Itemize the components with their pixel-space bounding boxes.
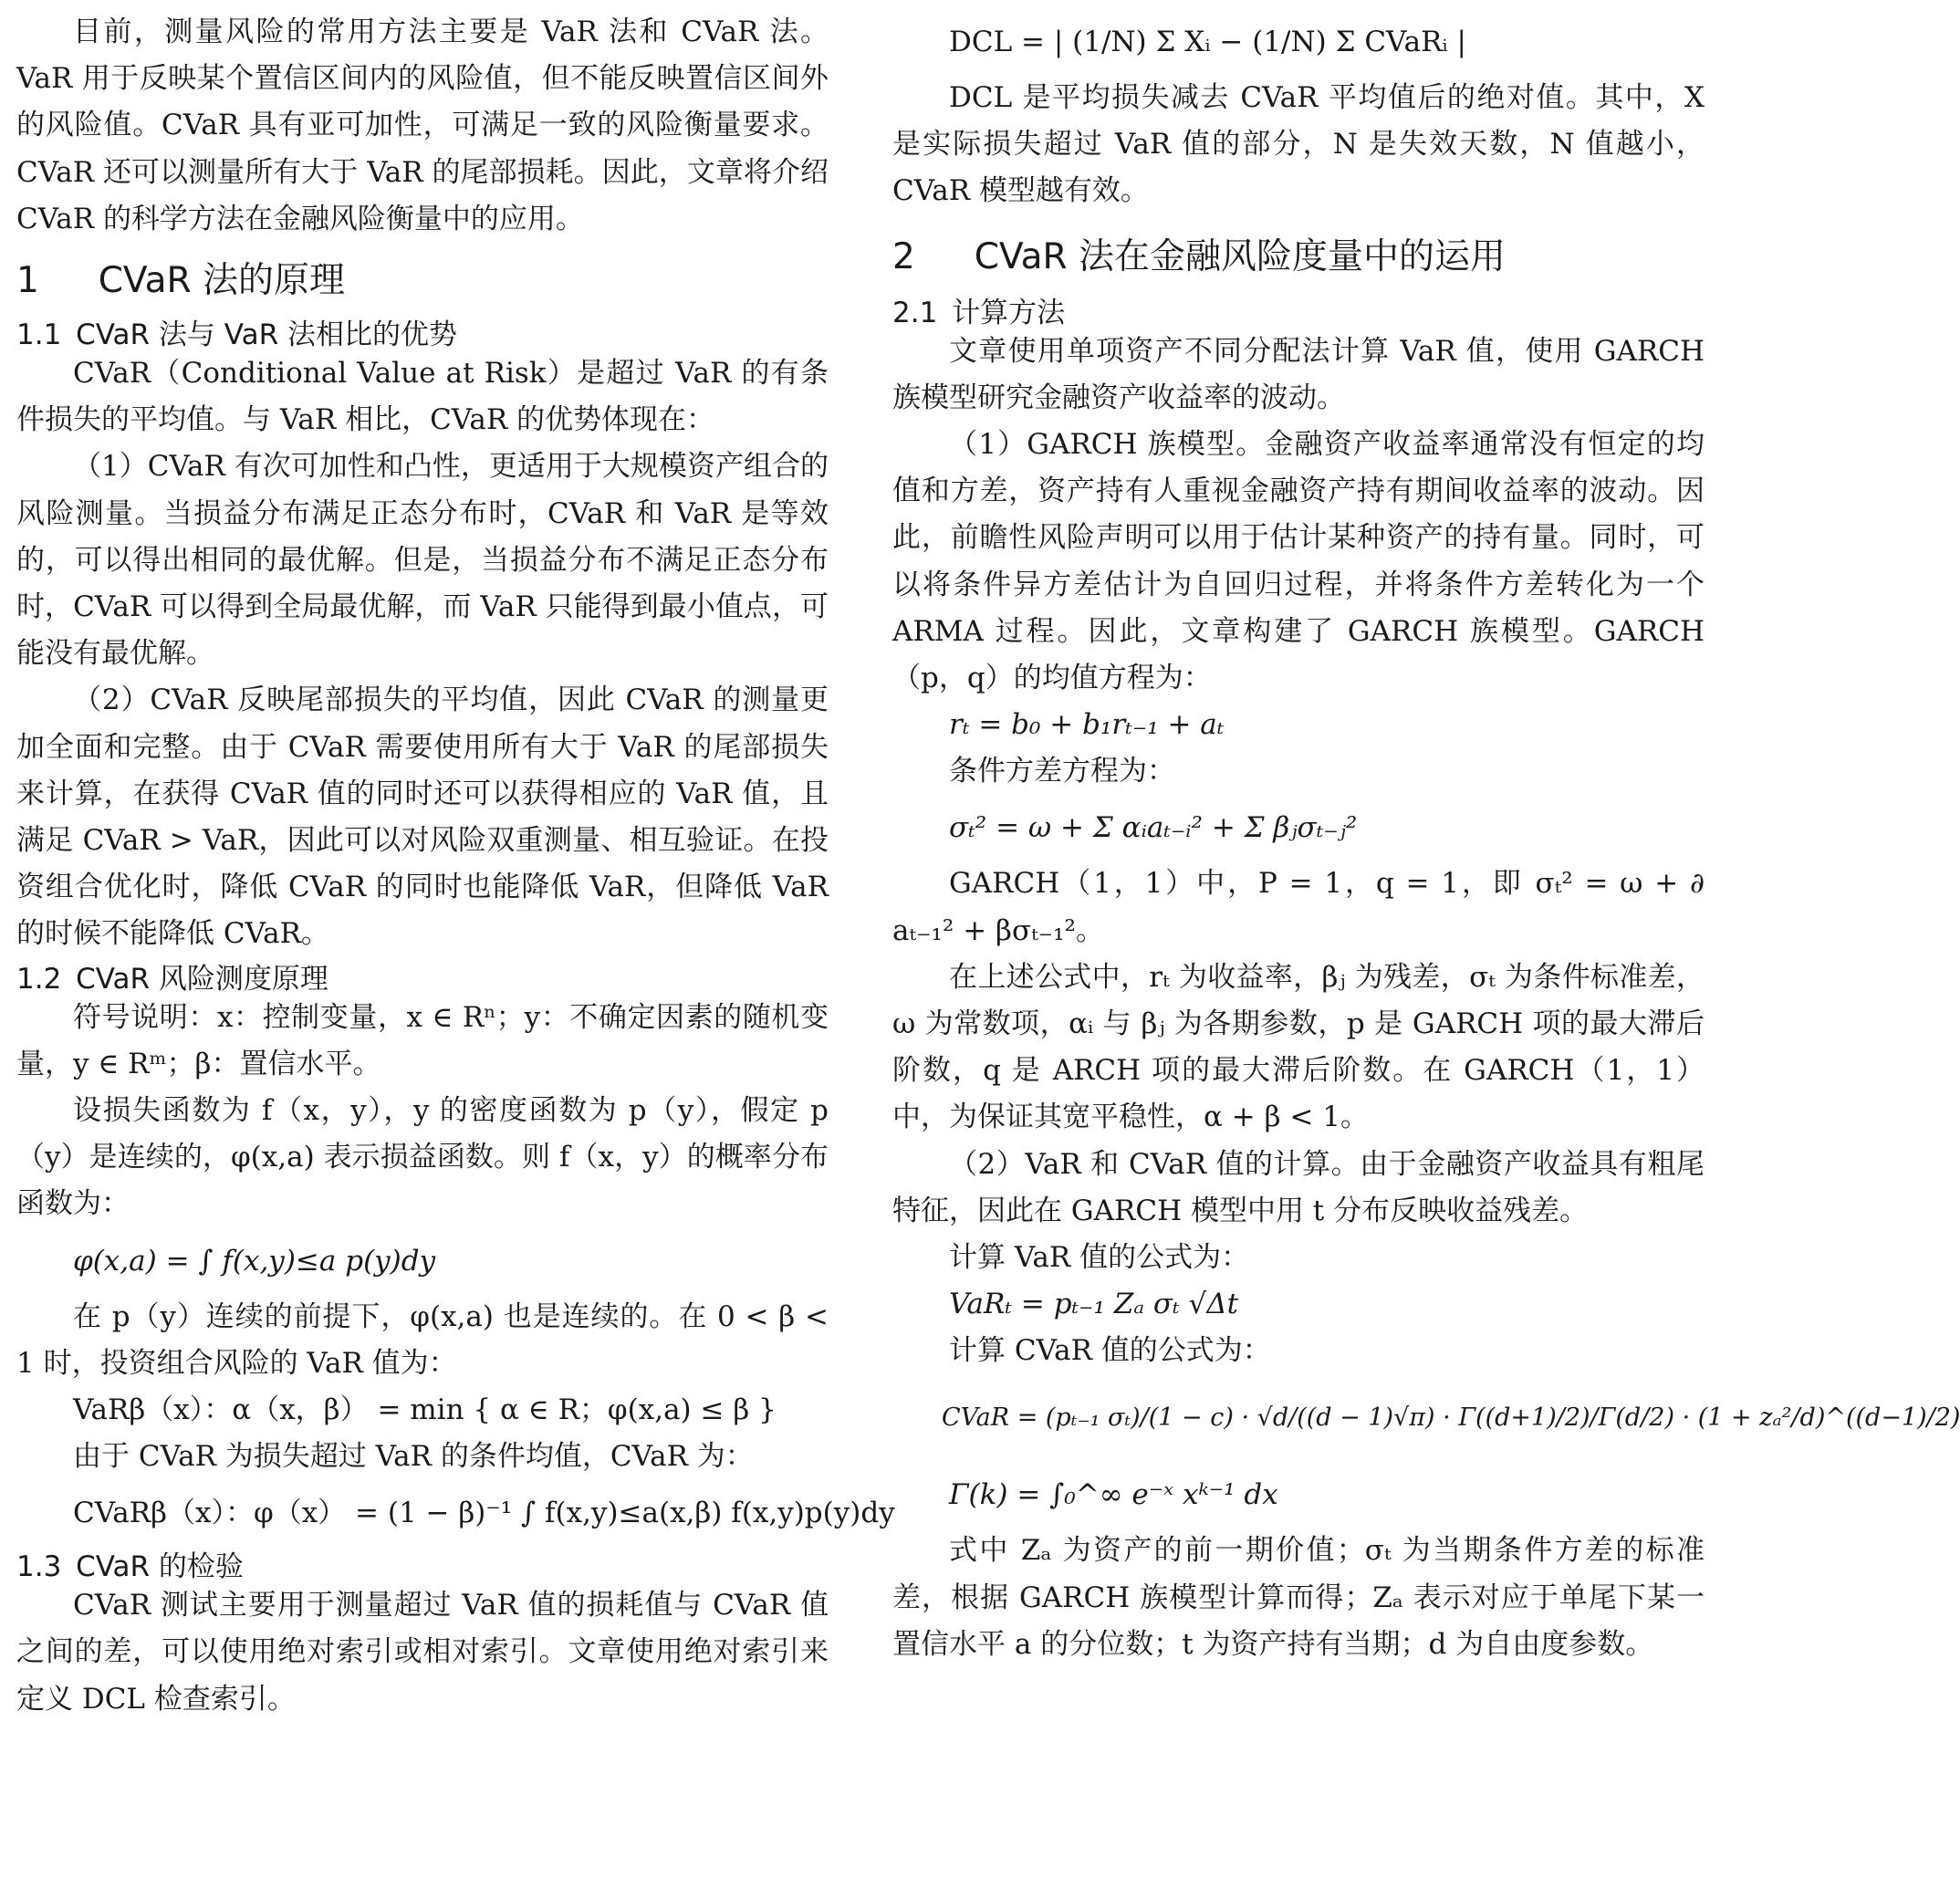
paragraph-1-1-b: （1）CVaR 有次可加性和凸性，更适用于大规模资产组合的风险测量。当损益分布满足正态分布时，CVaR 和 VaR 是等效的，可以得出相同的最优解。但是，当损益分布不满足正态分布时，CVaR 可以得到全局最优解，而 VaR 只能得到最小值点，可能没有最优解。 [16, 450, 829, 671]
formula-phi-text: φ(x,a) = ∫ f(x,y)≤a p(y)dy [73, 1244, 436, 1278]
paragraph-2-1-i: 式中 Zₐ 为资产的前一期价值；σₜ 为当期条件方差的标准差，根据 GARCH 族模型计算而得；Zₐ 表示对应于单尾下某一置信水平 a 的分位数；t 为资产持有当期；d 为自由度参数。 [892, 1534, 1705, 1661]
left-column [16, 0, 895, 1723]
formula-dcl [892, 9, 1705, 75]
subsection-1-1-number: 1.1 [16, 318, 62, 352]
formula-variance [892, 795, 1705, 861]
subsection-1-3-number: 1.3 [16, 1550, 62, 1584]
section-2-heading [892, 235, 1705, 277]
formula-gamma [892, 1462, 1705, 1528]
formula-cvar-text: CVaR = (pₜ₋₁ σₜ)/(1 − c) · √d/((d − 1)√π) · Γ((d+1)/2)/Γ(d/2) · (1 + zₐ²/d)^((d−1)/2) [942, 1403, 1960, 1433]
paragraph-1-2-b: 设损失函数为 f（x，y），y 的密度函数为 p（y），假定 p（y）是连续的，φ(x,a) 表示损益函数。则 f（x，y）的概率分布函数为： [16, 1094, 829, 1221]
subsection-2-1-heading [892, 297, 1705, 329]
subsection-2-1-title: 计算方法 [952, 296, 1066, 329]
paragraph-2-1-g: 计算 VaR 值的公式为： [949, 1241, 1250, 1275]
paragraph-2-1-h: 计算 CVaR 值的公式为： [949, 1334, 1271, 1368]
paragraph-2-1-e: 在上述公式中，rₜ 为收益率，βⱼ 为残差，σₜ 为条件标准差，ω 为常数项，αᵢ 与 βⱼ 为各期参数，p 是 GARCH 项的最大滞后阶数，q 是 ARCH 项的最大滞后阶数。在 GARCH（1，1）中，为保证其宽平稳性，α + β < 1。 [892, 960, 1705, 1134]
paragraph-1-2-c: 在 p（y）连续的前提下，φ(x,a) 也是连续的。在 0 < β < 1 时，投资组合风险的 VaR 值为： [16, 1299, 829, 1380]
formula-mean [892, 702, 1705, 748]
subsection-1-1-heading [16, 319, 829, 350]
subsection-1-2-heading [16, 964, 829, 995]
paragraph-1-3-a: CVaR 测试主要用于测量超过 VaR 值的损耗值与 CVaR 值之间的差，可以使用绝对索引或相对索引。文章使用绝对索引来定义 DCL 检查索引。 [16, 1589, 829, 1716]
paragraph-1-2-a: 符号说明：x：控制变量，x ∈ Rⁿ；y：不确定因素的随机变量，y ∈ Rᵐ；β：置信水平。 [16, 1000, 829, 1080]
section-1-number: 1 [16, 260, 39, 302]
subsection-1-3-heading [16, 1551, 829, 1582]
formula-var-t [892, 1281, 1705, 1328]
formula-var-t-text: VaRₜ = pₜ₋₁ Zₐ σₜ √Δt [949, 1288, 1239, 1321]
formula-cvar-beta [16, 1480, 895, 1546]
subsection-1-3-title: CVaR 的检验 [76, 1550, 244, 1584]
paragraph-1-2-d: 由于 CVaR 为损失超过 VaR 的条件均值，CVaR 为： [73, 1440, 754, 1474]
formula-gamma-text: Γ(k) = ∫₀^∞ e⁻ˣ xᵏ⁻¹ dx [949, 1478, 1278, 1512]
formula-var-beta [16, 1387, 829, 1434]
paragraph-2-1-c: 条件方差方程为： [949, 755, 1175, 788]
paragraph-2-1-f: （2）VaR 和 CVaR 值的计算。由于金融资产收益具有粗尾特征，因此在 GARCH 模型中用 t 分布反映收益残差。 [892, 1147, 1705, 1227]
formula-cvar-beta-text: CVaRβ（x）：φ（x） = (1 − β)⁻¹ ∫ f(x,y)≤a(x,β) f(x,y)p(y)dy [73, 1497, 895, 1530]
right-column [892, 0, 1960, 1668]
subsection-1-2-number: 1.2 [16, 962, 62, 996]
formula-var-beta-text: VaRβ（x）：α（x，β） = min { α ∈ R；φ(x,a) ≤ β } [73, 1393, 777, 1427]
paragraph-1-1-c: （2）CVaR 反映尾部损失的平均值，因此 CVaR 的测量更加全面和完整。由于 CVaR 需要使用所有大于 VaR 的尾部损失来计算，在获得 CVaR 值的同时还可以获得相应的 VaR 值，且满足 CVaR > VaR，因此可以对风险双重测量、相互验证。在投资组合优化时，降低 CVaR 的同时也能降低 VaR，但降低 VaR 的时候不能降低 CVaR。 [16, 683, 829, 951]
section-2-title: CVaR 法在金融风险度量中的运用 [974, 235, 1506, 277]
formula-variance-text: σₜ² = ω + Σ αᵢaₜ₋ᵢ² + Σ βⱼσₜ₋ⱼ² [949, 811, 1358, 845]
subsection-1-1-title: CVaR 法与 VaR 法相比的优势 [76, 318, 457, 352]
formula-mean-text: rₜ = b₀ + b₁rₜ₋₁ + aₜ [949, 708, 1225, 742]
subsection-1-2-title: CVaR 风险测度原理 [76, 962, 328, 996]
paragraph-dcl: DCL 是平均损失减去 CVaR 平均值后的绝对值。其中，X 是实际损失超过 VaR 值的部分，N 是失效天数，N 值越小，CVaR 模型越有效。 [892, 81, 1705, 208]
section-1-title: CVaR 法的原理 [98, 260, 345, 302]
formula-cvar [892, 1374, 1960, 1462]
paragraph-1-1-a: CVaR（Conditional Value at Risk）是超过 VaR 的有条件损失的平均值。与 VaR 相比，CVaR 的优势体现在： [16, 357, 829, 437]
subsection-2-1-number: 2.1 [892, 296, 938, 329]
intro-paragraph: 目前，测量风险的常用方法主要是 VaR 法和 CVaR 法。VaR 用于反映某个置信区间内的风险值，但不能反映置信区间外的风险值。CVaR 具有亚可加性，可满足一致的风险衡量要求。CVaR 还可以测量所有大于 VaR 的尾部损耗。因此，文章将介绍 CVaR 的科学方法在金融风险衡量中的应用。 [16, 16, 829, 235]
paragraph-2-1-b: （1）GARCH 族模型。金融资产收益率通常没有恒定的均值和方差，资产持有人重视金融资产持有期间收益率的波动。因此，前瞻性风险声明可以用于估计某种资产的持有量。同时，可以将条件异方差估计为自回归过程，并将条件方差转化为一个 ARMA 过程。因此，文章构建了 GARCH 族模型。GARCH（p，q）的均值方程为： [892, 428, 1705, 695]
paragraph-2-1-a: 文章使用单项资产不同分配法计算 VaR 值，使用 GARCH 族模型研究金融资产收益率的波动。 [892, 334, 1705, 414]
paragraph-2-1-d: GARCH（1，1）中，P = 1，q = 1，即 σₜ² = ω + ∂ aₜ₋₁² + βσₜ₋₁²。 [892, 867, 1705, 947]
formula-phi [16, 1228, 829, 1294]
section-2-number: 2 [892, 235, 915, 277]
section-1-heading [16, 260, 829, 302]
formula-dcl-text: DCL = | (1/N) Σ Xᵢ − (1/N) Σ CVaRᵢ | [949, 26, 1466, 58]
